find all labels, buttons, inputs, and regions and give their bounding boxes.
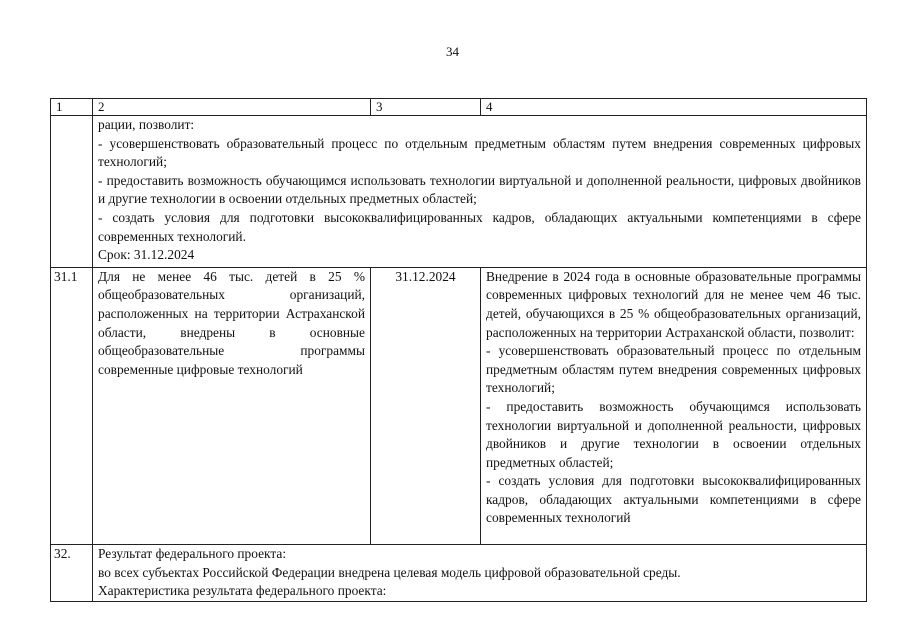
continuation-line: - усовершенствовать образовательный процесс по отдельным предметным областям путем внедрения современных цифровых технологий; — [98, 135, 861, 170]
details-paragraph: - предоставить возможность обучающимся использовать технологии виртуальной и дополненной реальности, цифровых двойников и другие технологии в освоении отдельных предметных областей; — [486, 398, 861, 470]
results-table — [50, 98, 867, 602]
result-heading: Результат федерального проекта: — [98, 546, 287, 562]
details-paragraph: - усовершенствовать образовательный процесс по отдельным предметным областям путем внедрения современных цифровых технологий; — [486, 343, 861, 396]
result-characteristic-heading: Характеристика результата федерального проекта: — [98, 583, 387, 599]
table-row-32 — [51, 545, 867, 602]
table-row-31-1 — [51, 267, 867, 544]
column-header-2: 2 — [93, 99, 371, 116]
table-header-row — [51, 99, 867, 116]
result-text-cell — [93, 545, 867, 602]
details-paragraph: Внедрение в 2024 года в основные образовательные программы современных цифровых технологий для не менее чем 46 тыс. детей, обучающихся в 25 % общеобразовательных организаций, расположенных на территории Астраханской области, позволит: — [486, 268, 861, 340]
row-number: 32. — [51, 545, 93, 602]
row-details — [481, 267, 867, 544]
continuation-line: - создать условия для подготовки высококвалифицированных кадров, обладающих актуальными компетенциями в сфере современных технологий. — [98, 209, 861, 244]
continuation-line: - предоставить возможность обучающимся использовать технологии виртуальной и дополненной реальности, цифровых двойников и другие технологии в освоении отдельных предметных областей; — [98, 172, 861, 207]
continuation-line: рации, позволит: — [98, 117, 195, 132]
row-number: 31.1 — [51, 267, 93, 544]
row-deadline: 31.12.2024 — [371, 267, 481, 544]
page-number: 34 — [446, 44, 459, 59]
continuation-deadline: Срок: 31.12.2024 — [98, 247, 195, 263]
result-statement: во всех субъектах Российской Федерации внедрена целевая модель цифровой образовательной среды. — [98, 564, 681, 580]
column-header-1: 1 — [51, 99, 93, 116]
continuation-row — [51, 116, 867, 268]
column-header-3: 3 — [371, 99, 481, 116]
row-description: Для не менее 46 тыс. детей в 25 % общеобразовательных организаций, расположенных на территории Астраханской области, внедрены в основные общеобразовательные программы современные цифровые технологий — [93, 267, 371, 544]
column-header-4: 4 — [481, 99, 867, 116]
details-paragraph: - создать условия для подготовки высококвалифицированных кадров, обладающих актуальными компетенциями в сфере современных технологий — [486, 473, 861, 526]
row-spacer — [486, 528, 861, 544]
continuation-text-cell — [93, 116, 867, 268]
continuation-number-cell — [51, 116, 93, 268]
